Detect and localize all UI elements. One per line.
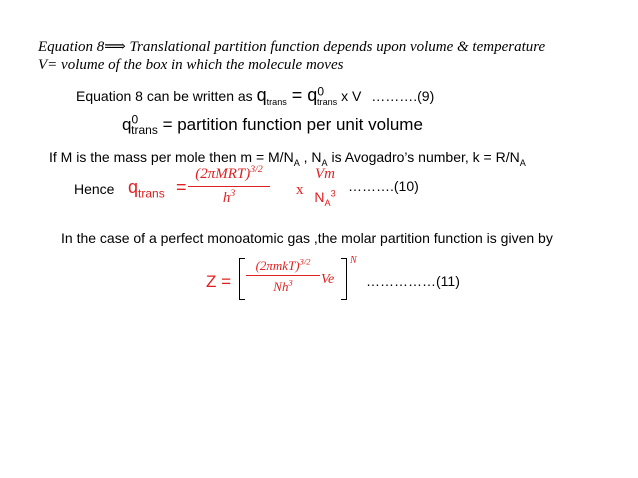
numerator-expr: (2πmkT) bbox=[255, 258, 300, 273]
fraction-2pimrt-over-h3 bbox=[188, 166, 270, 207]
ve-term: Ve bbox=[321, 272, 335, 287]
avogadro-subscript: A bbox=[519, 157, 526, 168]
fraction-denominator bbox=[246, 279, 320, 295]
fraction-vm-over-na3 bbox=[306, 166, 344, 208]
equation-9-intro: Equation 8 can be written as bbox=[76, 88, 257, 104]
times-sign: x bbox=[296, 182, 304, 198]
denominator-exponent: 3 bbox=[288, 277, 293, 288]
equation-9-label: ……….(9) bbox=[371, 88, 435, 104]
equation-10-label: ……….(10) bbox=[348, 178, 419, 194]
numerator-exponent: 3/2 bbox=[299, 256, 311, 267]
fraction-denominator bbox=[188, 190, 270, 207]
equals-sign: = bbox=[176, 177, 187, 197]
right-bracket bbox=[341, 258, 347, 300]
fraction-bar bbox=[188, 186, 270, 187]
trans-subscript: trans bbox=[317, 96, 338, 107]
header-description: Translational partition function depends upon volume & temperature bbox=[125, 39, 546, 55]
q-trans-lhs bbox=[128, 177, 165, 201]
denominator-nh: Nh bbox=[273, 279, 289, 295]
avogadro-subscript: A bbox=[293, 157, 300, 168]
times-volume: x V bbox=[337, 88, 362, 104]
zero-superscript: 0 bbox=[131, 112, 139, 127]
z-lhs: Z = bbox=[206, 272, 232, 291]
na-symbol: N bbox=[314, 189, 325, 205]
zero-superscript: 0 bbox=[317, 84, 325, 99]
header-line-1 bbox=[38, 37, 545, 56]
mass-relation-line bbox=[49, 149, 526, 168]
fraction-numerator bbox=[246, 258, 320, 275]
mass-text-2: , N bbox=[299, 149, 322, 165]
equation-11-label: ……………(11) bbox=[366, 273, 460, 289]
na3-denominator bbox=[306, 188, 344, 208]
q-symbol: q bbox=[122, 115, 132, 134]
na-exponent: 3 bbox=[330, 188, 336, 199]
trans-subscript: trans bbox=[131, 123, 158, 138]
q0-definition bbox=[122, 112, 423, 138]
q-symbol: q bbox=[256, 85, 267, 105]
numerator-expr: (2πMRT) bbox=[195, 166, 251, 182]
mass-text-3: is Avogadro’s number, k = R/N bbox=[327, 149, 520, 165]
q-symbol: q bbox=[128, 177, 139, 197]
q0-definition-text: = partition function per unit volume bbox=[157, 115, 423, 134]
equals-q: = q bbox=[286, 85, 318, 105]
na-subscript: A bbox=[324, 197, 331, 208]
fraction-2pimkt-over-nh3 bbox=[246, 258, 320, 295]
monoatomic-gas-line: In the case of a perfect monoatomic gas ,the molar partition function is given by bbox=[61, 230, 553, 246]
equation-9-line bbox=[76, 85, 434, 106]
vm-numerator: Vm bbox=[315, 166, 335, 182]
denominator-h: h bbox=[222, 190, 231, 207]
avogadro-subscript: A bbox=[321, 157, 328, 168]
header-line-2: V= volume of the box in which the molecule moves bbox=[38, 57, 344, 73]
header-equation-ref: Equation 8 bbox=[38, 39, 105, 55]
power-n: N bbox=[350, 255, 357, 266]
denominator-exponent: 3 bbox=[230, 188, 236, 200]
implies-arrow-icon: ⟹ bbox=[104, 39, 126, 55]
hence-label: Hence bbox=[74, 181, 115, 197]
fraction-bar bbox=[246, 275, 320, 276]
mass-text-1: If M is the mass per mole then m = M/N bbox=[49, 149, 294, 165]
numerator-exponent: 3/2 bbox=[250, 164, 263, 175]
fraction-numerator bbox=[188, 166, 270, 186]
trans-subscript: trans bbox=[266, 96, 287, 107]
trans-subscript: trans bbox=[138, 186, 165, 201]
left-bracket bbox=[239, 258, 245, 300]
